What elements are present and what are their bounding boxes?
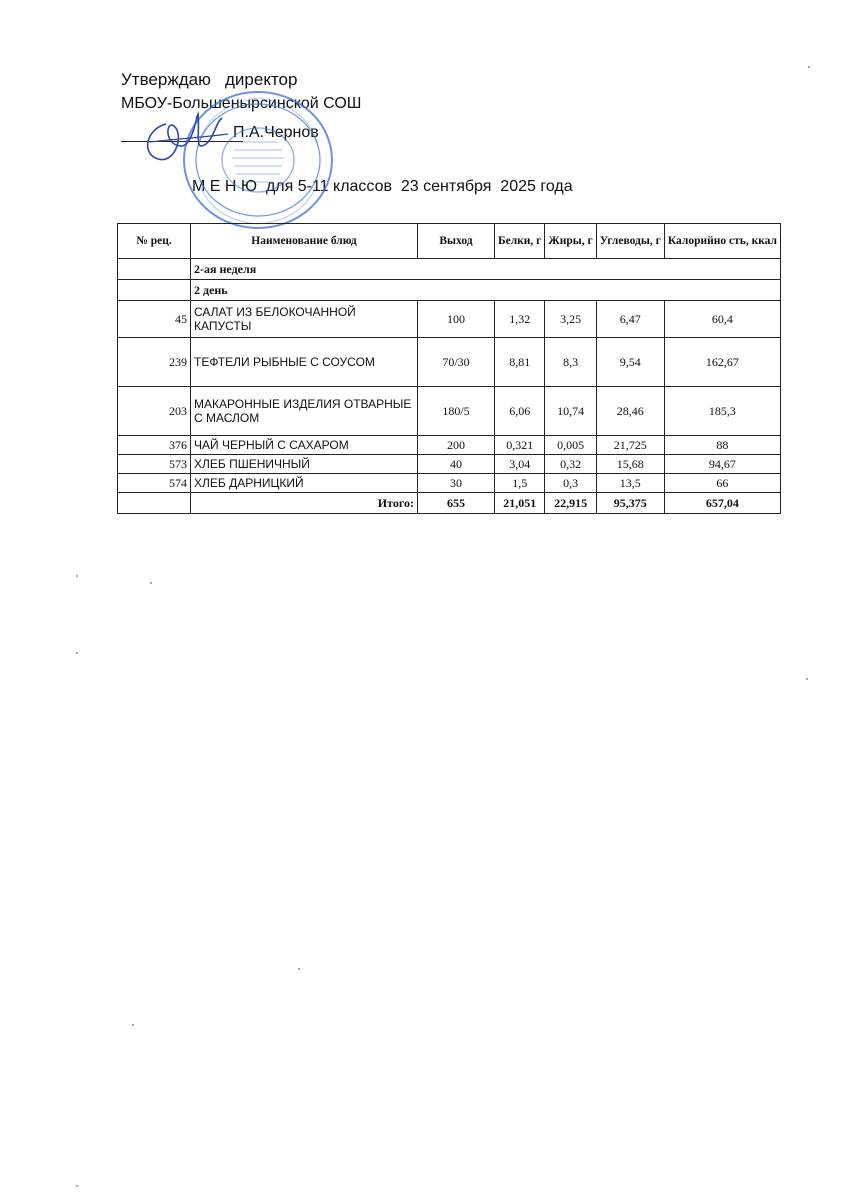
calories-value: 66 <box>664 474 780 493</box>
col-protein: Белки, г <box>495 224 545 259</box>
day-empty-cell <box>118 280 191 301</box>
director-name: П.А.Чернов <box>233 124 319 141</box>
output-value: 200 <box>418 436 495 455</box>
fat-value: 0,005 <box>545 436 596 455</box>
protein-value: 1,32 <box>495 301 545 338</box>
table-row <box>118 387 781 436</box>
signature-icon <box>136 104 236 174</box>
carbs-value: 21,725 <box>596 436 664 455</box>
week-label: 2-ая неделя <box>191 259 781 280</box>
recipe-number: 574 <box>118 474 191 493</box>
dish-name: ТЕФТЕЛИ РЫБНЫЕ С СОУСОМ <box>191 338 418 387</box>
day-row <box>118 280 781 301</box>
col-output: Выход <box>418 224 495 259</box>
total-empty-cell <box>118 493 191 514</box>
total-output: 655 <box>418 493 495 514</box>
week-empty-cell <box>118 259 191 280</box>
recipe-number: 573 <box>118 455 191 474</box>
col-carbs: Углеводы, г <box>596 224 664 259</box>
scan-speck <box>76 652 78 654</box>
output-value: 100 <box>418 301 495 338</box>
day-label: 2 день <box>191 280 781 301</box>
dish-name: МАКАРОННЫЕ ИЗДЕЛИЯ ОТВАРНЫЕ С МАСЛОМ <box>191 387 418 436</box>
total-calories: 657,04 <box>664 493 780 514</box>
recipe-number: 203 <box>118 387 191 436</box>
table-header-row <box>118 224 781 259</box>
fat-value: 0,32 <box>545 455 596 474</box>
output-value: 180/5 <box>418 387 495 436</box>
fat-value: 0,3 <box>545 474 596 493</box>
calories-value: 88 <box>664 436 780 455</box>
total-carbs: 95,375 <box>596 493 664 514</box>
table-row <box>118 474 781 493</box>
week-row <box>118 259 781 280</box>
total-row <box>118 493 781 514</box>
calories-value: 94,67 <box>664 455 780 474</box>
recipe-number: 45 <box>118 301 191 338</box>
total-fat: 22,915 <box>545 493 596 514</box>
output-value: 40 <box>418 455 495 474</box>
scan-speck <box>76 575 78 577</box>
fat-value: 10,74 <box>545 387 596 436</box>
carbs-value: 28,46 <box>596 387 664 436</box>
dish-name: САЛАТ ИЗ БЕЛОКОЧАННОЙ КАПУСТЫ <box>191 301 418 338</box>
output-value: 30 <box>418 474 495 493</box>
scan-speck <box>808 66 810 68</box>
carbs-value: 9,54 <box>596 338 664 387</box>
school-name: МБОУ-Большеныpсинской СОШ <box>121 95 362 112</box>
carbs-value: 6,47 <box>596 301 664 338</box>
table-row <box>118 436 781 455</box>
table-row <box>118 301 781 338</box>
recipe-number: 239 <box>118 338 191 387</box>
dish-name: ЧАЙ ЧЕРНЫЙ С САХАРОМ <box>191 436 418 455</box>
col-recipe-number: № рец. <box>118 224 191 259</box>
fat-value: 8,3 <box>545 338 596 387</box>
protein-value: 0,321 <box>495 436 545 455</box>
recipe-number: 376 <box>118 436 191 455</box>
table-row <box>118 338 781 387</box>
calories-value: 162,67 <box>664 338 780 387</box>
menu-table <box>117 223 781 514</box>
carbs-value: 15,68 <box>596 455 664 474</box>
protein-value: 8,81 <box>495 338 545 387</box>
scan-speck <box>298 968 300 970</box>
scan-speck <box>806 678 808 680</box>
menu-title: М Е Н Ю для 5-11 классов 23 сентября 2025 года <box>192 178 573 195</box>
dish-name: ХЛЕБ ПШЕНИЧНЫЙ <box>191 455 418 474</box>
output-value: 70/30 <box>418 338 495 387</box>
total-protein: 21,051 <box>495 493 545 514</box>
calories-value: 185,3 <box>664 387 780 436</box>
carbs-value: 13,5 <box>596 474 664 493</box>
approval-line: Утверждаю директор <box>121 70 298 89</box>
calories-value: 60,4 <box>664 301 780 338</box>
col-calories: Калорийно сть, ккал <box>664 224 780 259</box>
scan-speck <box>132 1024 134 1026</box>
protein-value: 3,04 <box>495 455 545 474</box>
col-fat: Жиры, г <box>545 224 596 259</box>
fat-value: 3,25 <box>545 301 596 338</box>
table-row <box>118 455 781 474</box>
scan-speck <box>150 582 152 584</box>
col-dish-name: Наименование блюд <box>191 224 418 259</box>
dish-name: ХЛЕБ ДАРНИЦКИЙ <box>191 474 418 493</box>
protein-value: 6,06 <box>495 387 545 436</box>
protein-value: 1,5 <box>495 474 545 493</box>
total-label: Итого: <box>191 493 418 514</box>
scan-speck <box>76 1185 78 1187</box>
